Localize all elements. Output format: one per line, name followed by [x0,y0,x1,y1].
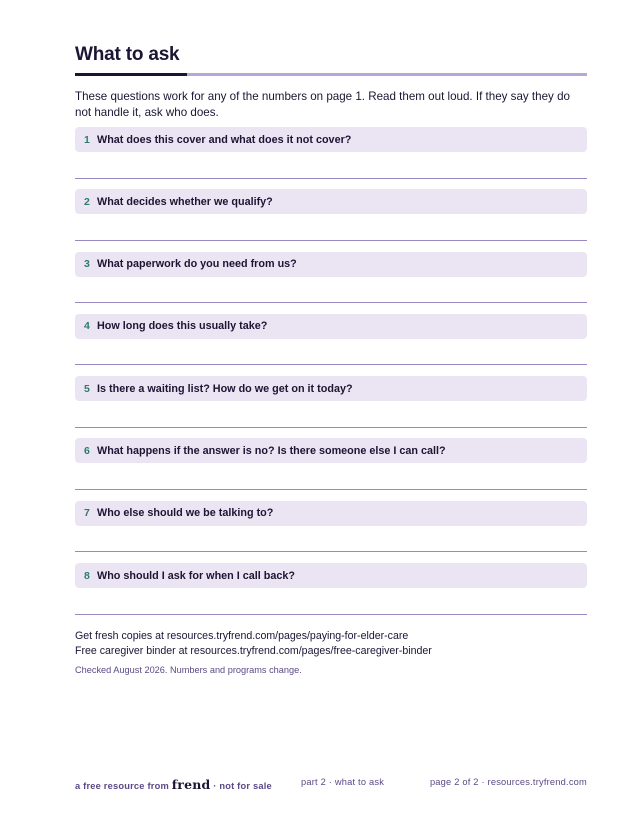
brand-logo: frend [171,777,211,792]
question-number: 8 [84,569,90,582]
question-text: What happens if the answer is no? Is there someone else I can call? [97,444,446,457]
binder-link[interactable]: Free caregiver binder at resources.tryfrend.com/pages/free-caregiver-binder [75,645,432,657]
question-item [75,376,587,438]
question-text: Who should I ask for when I call back? [97,569,295,582]
answer-line [75,551,587,552]
answer-line [75,489,587,490]
question-box [75,314,587,339]
question-box [75,189,587,214]
footer-left-prefix: a free resource from [75,781,169,791]
question-text: What does this cover and what does it not cover? [97,133,352,146]
question-text: Who else should we be talking to? [97,507,274,520]
question-number: 4 [84,320,90,333]
question-number: 1 [84,133,90,146]
resource-links [75,629,432,659]
question-text: Is there a waiting list? How do we get on it today? [97,382,353,395]
answer-line [75,427,587,428]
question-box [75,252,587,277]
footer-left [75,777,272,792]
question-item [75,563,587,625]
question-number: 2 [84,195,90,208]
intro-text: These questions work for any of the numbers on page 1. Read them out loud. If they say they do not handle it, ask who does. [75,90,570,119]
footer-left-suffix: · not for sale [213,781,272,791]
question-item [75,314,587,376]
footer [75,777,587,791]
footer-page-number: page 2 of 2 · resources.tryfrend.com [429,777,587,787]
question-item [75,189,587,251]
question-number: 7 [84,507,90,520]
question-box [75,376,587,401]
answer-line [75,240,587,241]
answer-line [75,178,587,179]
title-rule-accent [75,73,187,76]
question-item [75,252,587,314]
page-title: What to ask [75,44,180,65]
question-item [75,127,587,189]
question-number: 6 [84,444,90,457]
fresh-copies-link[interactable]: Get fresh copies at resources.tryfrend.com/pages/paying-for-elder-care [75,630,409,642]
answer-line [75,614,587,615]
question-box [75,563,587,588]
question-number: 3 [84,258,90,271]
question-text: What paperwork do you need from us? [97,258,297,271]
question-item [75,438,587,500]
answer-line [75,302,587,303]
answer-line [75,364,587,365]
question-box [75,127,587,152]
question-box [75,438,587,463]
question-text: What decides whether we qualify? [97,195,273,208]
question-list [75,127,587,625]
checked-note: Checked August 2026. Numbers and programs change. [75,665,302,675]
title-rule [187,73,587,76]
question-box [75,501,587,526]
footer-section-label: part 2 · what to ask [301,777,385,787]
question-number: 5 [84,382,90,395]
question-item [75,501,587,563]
question-text: How long does this usually take? [97,320,268,333]
